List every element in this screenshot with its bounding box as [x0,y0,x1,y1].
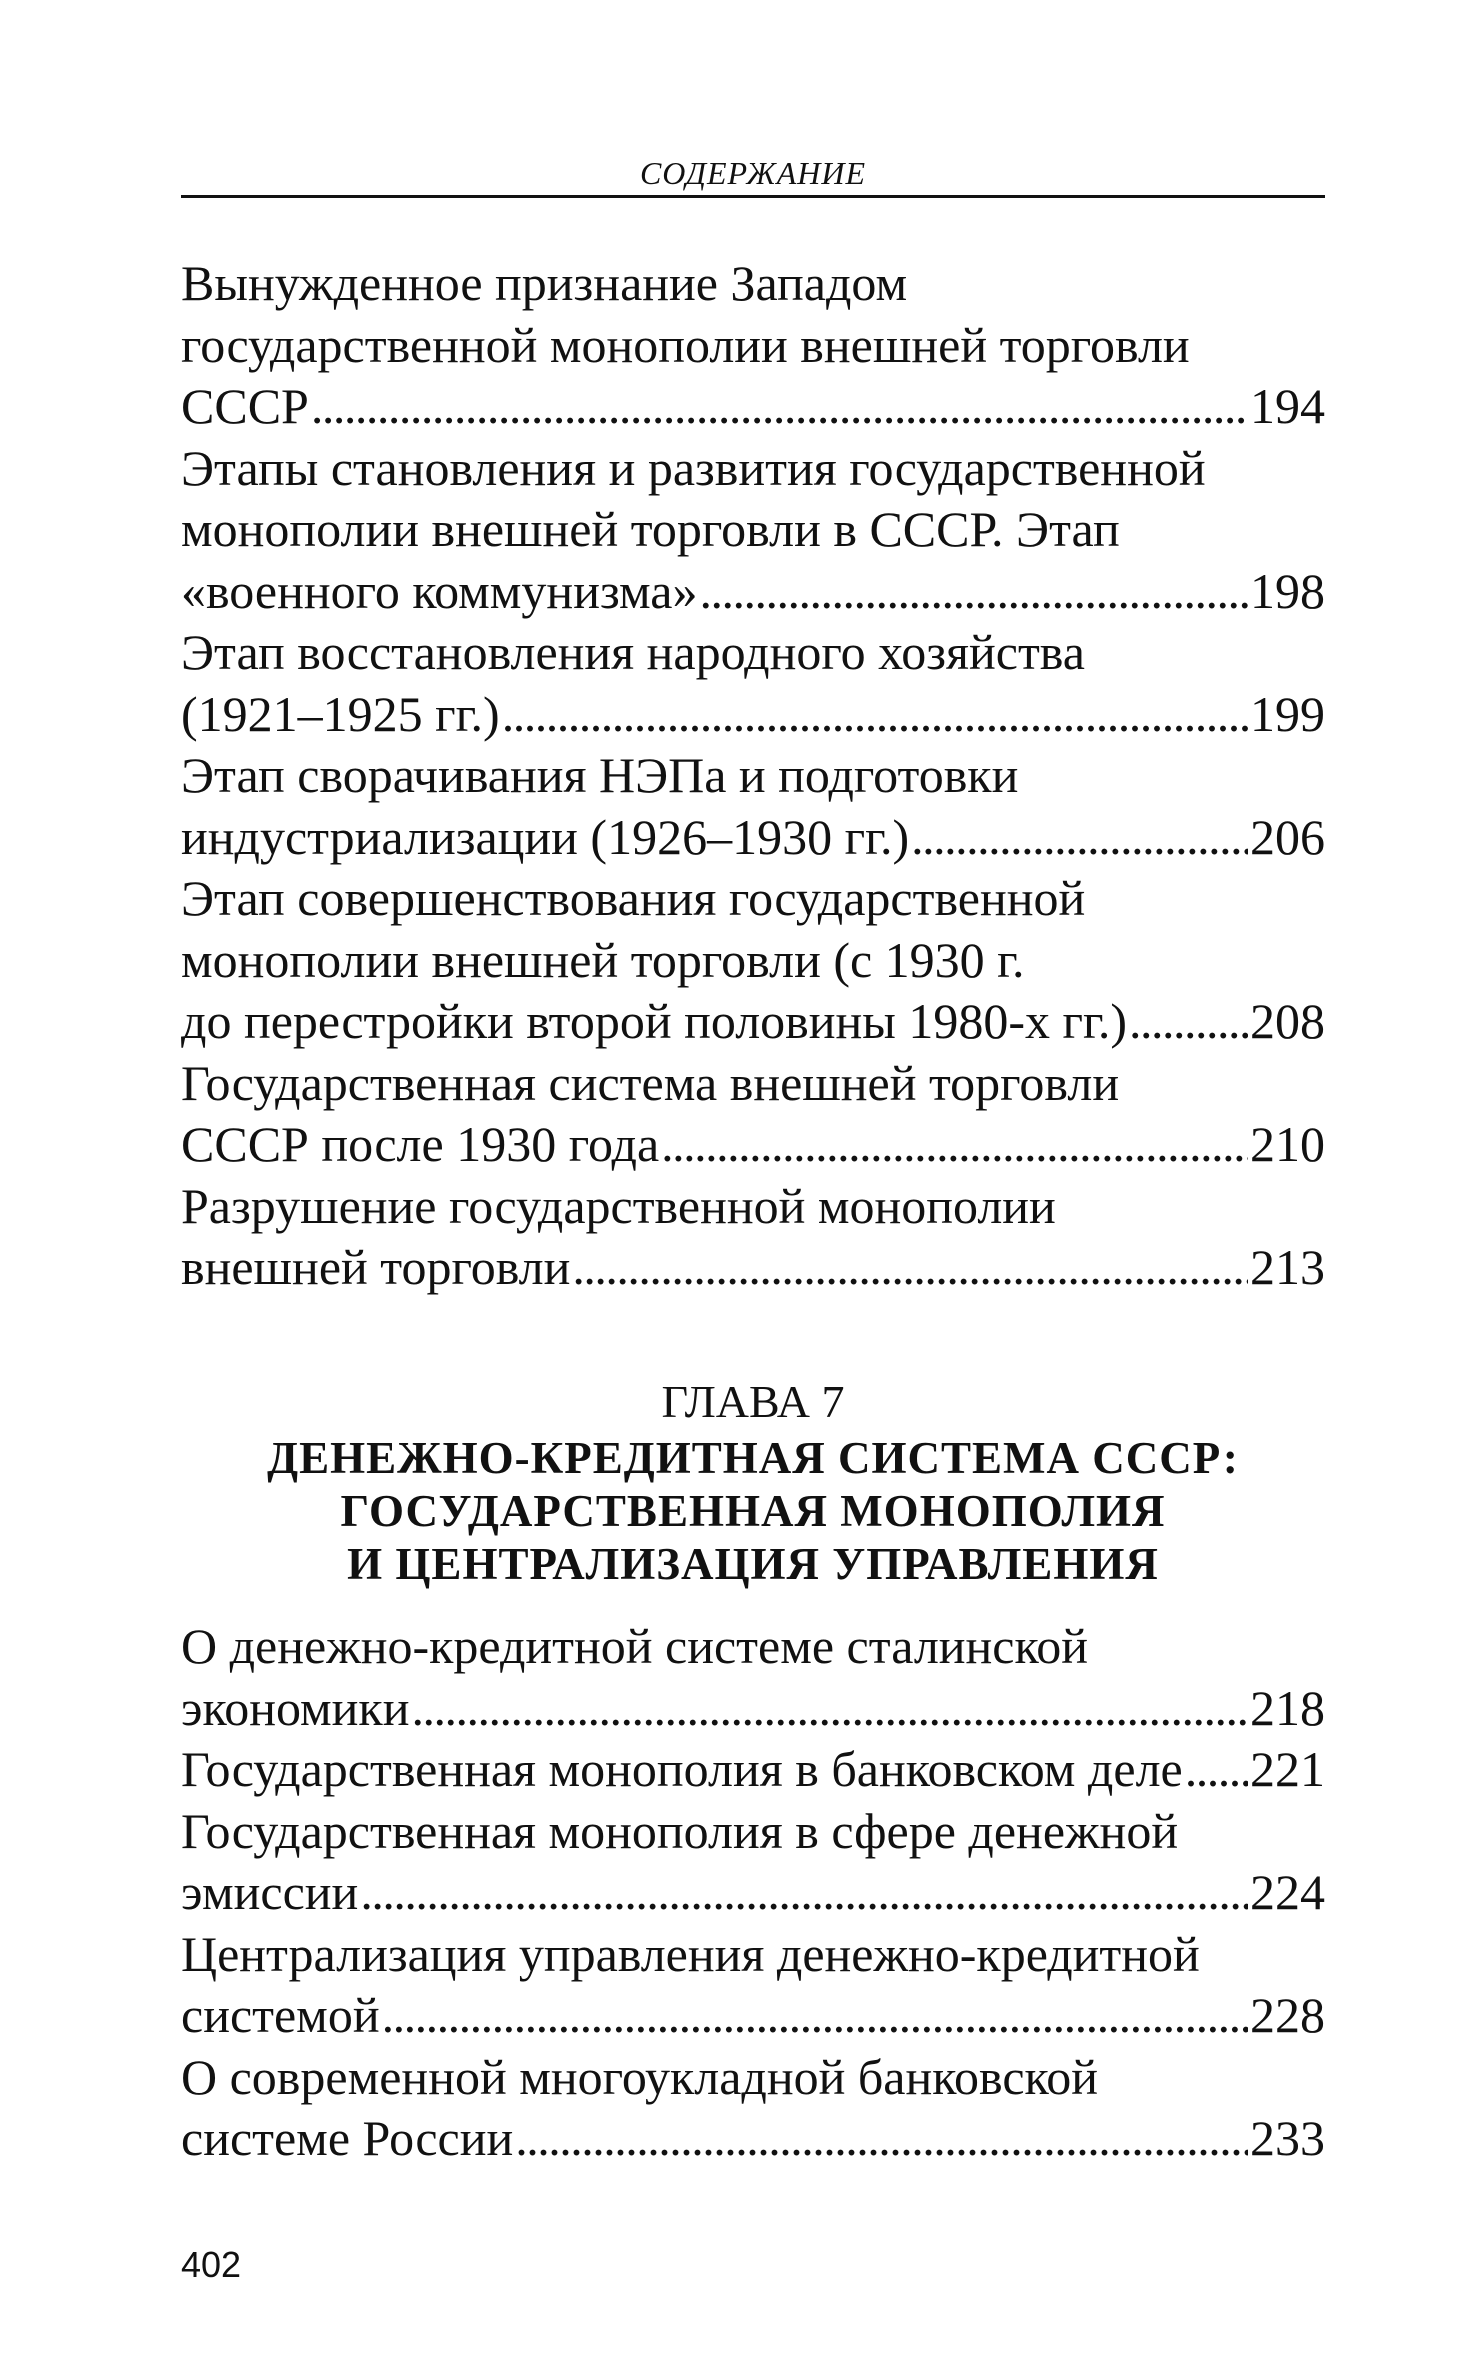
dot-leader [515,2108,1248,2170]
toc-entry-last-line [181,561,1325,623]
toc-page-number: 206 [1250,808,1325,865]
toc-entry[interactable] [181,622,1325,745]
toc-entry-text: О денежно-кредитной системе сталинской [181,1618,1089,1674]
toc-entry-last-line [181,1862,1325,1924]
toc-entry-text: монополии внешней торговли в СССР. Этап [181,501,1120,557]
toc-entry-last-line [181,684,1325,746]
toc-page-number: 218 [1250,1679,1325,1736]
toc-entry-text: Этап совершенствования государственной [181,870,1086,926]
dot-leader [911,807,1248,869]
toc-page-number: 210 [1250,1116,1325,1172]
dot-leader [411,1678,1248,1740]
toc-section-1 [181,253,1325,1299]
toc-entry[interactable] [181,868,1325,1053]
toc-entry-last-line [181,1237,1325,1299]
toc-entry-text: (1921–1925 гг.) [181,685,500,742]
toc-entry-text: Государственная монополия в сфере денежной [181,1802,1179,1859]
chapter-number: ГЛАВА 7 [661,1376,845,1427]
toc-entry[interactable] [181,1739,1325,1801]
dot-leader [311,376,1248,438]
dot-leader [699,561,1248,623]
toc-entry-text: «военного коммунизма» [181,562,698,619]
toc-entry-last-line [181,376,1325,438]
toc-entry-text: до перестройки второй половины 1980-х гг.) [181,993,1128,1049]
dot-leader [360,1862,1248,1924]
toc-entry-text: монополии внешней торговли (с 1930 г. [181,931,1025,988]
toc-entry[interactable] [181,1616,1325,1739]
toc-entry-text: Этап восстановления народного хозяйства [181,624,1085,680]
dot-leader [382,1985,1248,2047]
toc-entry-last-line [181,1114,1325,1176]
toc-page-number: 208 [1250,993,1325,1049]
toc-entry-text: системой [181,1987,380,2043]
toc-section-2 [181,1616,1325,2170]
chapter-title [181,1432,1325,1591]
toc-entry-last-line [181,1985,1325,2047]
toc-page-number: 224 [1250,1864,1325,1920]
toc-entry[interactable] [181,1924,1325,2047]
dot-leader [661,1114,1248,1176]
toc-entry-last-line [181,807,1325,869]
toc-page-number: 194 [1250,378,1325,434]
toc-entry-last-line [181,1739,1325,1801]
toc-entry[interactable] [181,745,1325,868]
toc-entry-text: СССР после 1930 года [181,1116,660,1172]
toc-entry[interactable] [181,438,1325,623]
toc-entry-text: Вынужденное признание Западом [181,255,908,311]
toc-entry-text: Разрушение государственной монополии [181,1177,1056,1234]
toc-entry[interactable] [181,1801,1325,1924]
toc-entry-text: Государственная система внешней торговли [181,1054,1120,1111]
toc-entry[interactable] [181,1176,1325,1299]
toc-entry-text: государственной монополии внешней торговли [181,316,1190,373]
toc-entry-text: Государственная монополия в банковском деле [181,1741,1183,1797]
toc-entry-text: внешней торговли [181,1239,571,1295]
toc-entry-text: Этап сворачивания НЭПа и подготовки [181,747,1019,803]
toc-page-number: 228 [1250,1987,1325,2043]
toc-entry-text: системе России [181,2110,514,2166]
toc-page-number: 199 [1250,685,1325,742]
dot-leader [502,684,1248,746]
toc-entry[interactable] [181,1053,1325,1176]
chapter-title-line: ДЕНЕЖНО-КРЕДИТНАЯ СИСТЕМА СССР: [267,1433,1239,1483]
header-rule [181,195,1325,198]
toc-entry[interactable] [181,253,1325,438]
toc-entry-last-line [181,991,1325,1053]
running-head: СОДЕРЖАНИЕ [639,155,867,191]
toc-page-number: 198 [1250,562,1325,619]
toc-entry-text: Централизация управления денежно-кредитной [181,1925,1200,1982]
toc-page-number: 221 [1250,1741,1325,1797]
chapter-title-line: ГОСУДАРСТВЕННАЯ МОНОПОЛИЯ [340,1486,1166,1536]
dot-leader [572,1237,1248,1299]
toc-entry-text: Этапы становления и развития государственной [181,439,1206,496]
toc-page-number: 213 [1250,1239,1325,1295]
toc-entry-text: СССР [181,378,309,434]
toc-page-number: 233 [1250,2110,1325,2166]
dot-leader [1185,1739,1248,1801]
toc-entry[interactable] [181,2047,1325,2170]
toc-entry-text: О современной многоукладной банковской [181,2048,1099,2105]
toc-entry-text: эмиссии [181,1864,359,1920]
chapter-title-line: И ЦЕНТРАЛИЗАЦИЯ УПРАВЛЕНИЯ [347,1539,1159,1589]
dot-leader [1129,991,1248,1053]
toc-entry-last-line [181,1678,1325,1740]
page-number: 402 [181,2244,242,2285]
toc-entry-last-line [181,2108,1325,2170]
toc-entry-text: индустриализации (1926–1930 гг.) [181,808,910,865]
toc-entry-text: экономики [181,1679,410,1736]
